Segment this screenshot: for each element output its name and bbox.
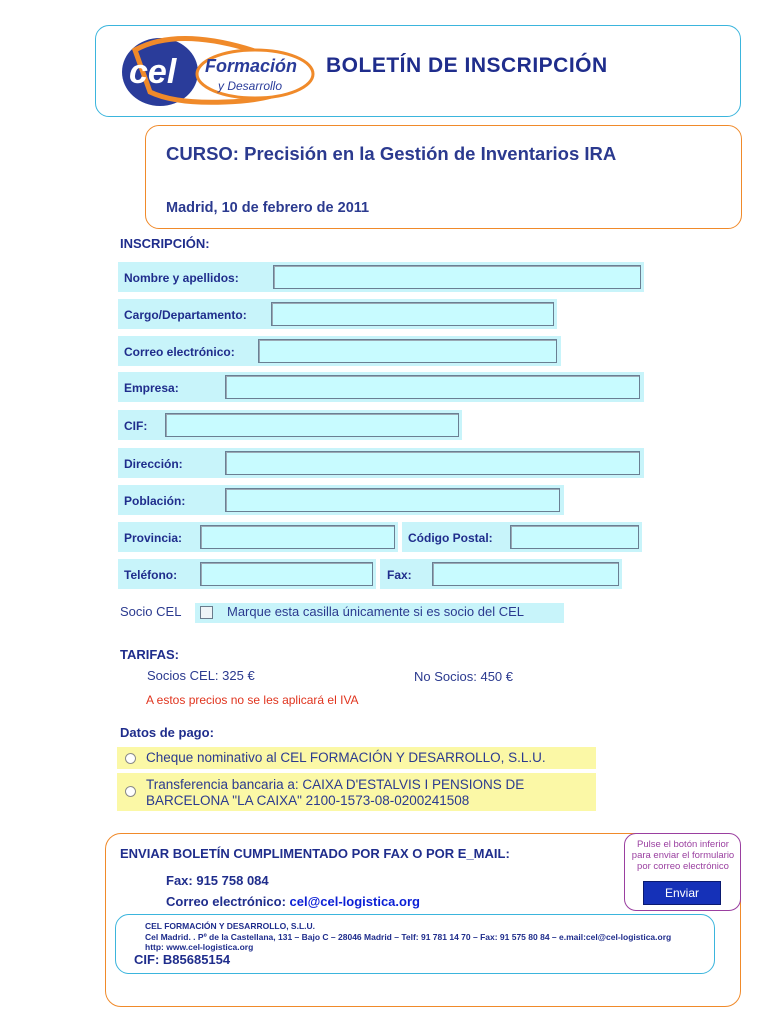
empresa-label: Empresa: [124,381,179,395]
empresa-input[interactable] [225,375,640,399]
codigo-postal-label: Código Postal: [408,531,493,545]
cif-row [118,410,462,440]
socio-checkbox-text: Marque esta casilla únicamente si es socio del CEL [227,604,524,619]
pago-heading: Datos de pago: [120,725,214,740]
codigo-postal-row [402,522,642,552]
cheque-radio[interactable] [125,753,136,764]
footer-info [145,921,671,953]
poblacion-label: Población: [124,494,186,508]
direccion-label: Dirección: [124,457,183,471]
transferencia-line1: Transferencia bancaria a: CAIXA D'ESTALVIS I PENSIONS DE [146,777,525,792]
correo-row [118,336,561,366]
tarifa-socios: Socios CEL: 325 € [147,668,255,683]
logo-line2-text: y Desarrollo [218,79,283,93]
footer-company: CEL FORMACIÓN Y DESARROLLO, S.L.U. [145,921,316,931]
poblacion-input[interactable] [225,488,560,512]
correo-input[interactable] [258,339,557,363]
transferencia-radio[interactable] [125,786,136,797]
telefono-input[interactable] [200,562,373,586]
tarifas-heading: TARIFAS: [120,647,179,662]
enviar-button[interactable]: Enviar [643,881,721,905]
cargo-row [118,299,557,329]
envio-correo [166,894,420,909]
transferencia-line2: BARCELONA "LA CAIXA" 2100-1573-08-0200241508 [146,793,470,808]
inscripcion-heading: INSCRIPCIÓN: [120,236,210,251]
pago-option-cheque [117,747,596,769]
cif-label: CIF: [124,419,148,433]
course-title: CURSO: Precisión en la Gestión de Inventarios IRA [166,143,617,164]
socio-checkbox[interactable] [200,606,213,619]
nombre-row [118,262,644,292]
logo-main-text: cel [129,53,177,91]
envio-note: Pulse el botón inferior para enviar el formulario por correo electrónico [631,839,735,872]
provincia-input[interactable] [200,525,395,549]
cargo-label: Cargo/Departamento: [124,308,247,322]
cargo-input[interactable] [271,302,554,326]
page-title: BOLETÍN DE INSCRIPCIÓN [326,54,608,77]
direccion-input[interactable] [225,451,640,475]
fax-row [380,559,622,589]
course-date: Madrid, 10 de febrero de 2011 [166,200,370,216]
footer-address: Cel Madrid. . Pº de la Castellana, 131 – Bajo C – 28046 Madrid – Telf: 91 781 14 70 – Fax: 91 575 80 84 – e.mail:cel@cel-logistica.org [145,931,672,942]
iva-note: A estos precios no se les aplicará el IVA [146,693,359,707]
direccion-row [118,448,644,478]
empresa-row [118,372,644,402]
envio-fax: Fax: 915 758 084 [166,873,269,888]
pago-option-transferencia [117,773,596,811]
nombre-input[interactable] [273,265,641,289]
logo-line1-text: Formación [205,56,298,76]
provincia-row [118,522,398,552]
nombre-label: Nombre y apellidos: [124,271,239,285]
cheque-text: Cheque nominativo al CEL FORMACIÓN Y DESARROLLO, S.L.U. [146,750,546,765]
envio-correo-label: Correo electrónico: [166,894,290,909]
fax-label: Fax: [387,568,412,582]
socio-label: Socio CEL [120,604,182,619]
cel-logo [115,30,315,110]
footer-cif: CIF: B85685154 [134,952,231,967]
codigo-postal-input[interactable] [510,525,639,549]
socio-row [118,603,564,623]
telefono-label: Teléfono: [124,568,178,582]
tarifa-no-socios: No Socios: 450 € [414,669,514,684]
poblacion-row [118,485,564,515]
envio-title: ENVIAR BOLETÍN CUMPLIMENTADO POR FAX O POR E_MAIL: [120,846,510,861]
telefono-row [118,559,376,589]
cif-input[interactable] [165,413,459,437]
correo-label: Correo electrónico: [124,345,235,359]
envio-correo-value[interactable]: cel@cel-logistica.org [289,894,420,909]
fax-input[interactable] [432,562,619,586]
footer-web: http: www.cel-logistica.org [145,942,254,952]
provincia-label: Provincia: [124,531,183,545]
